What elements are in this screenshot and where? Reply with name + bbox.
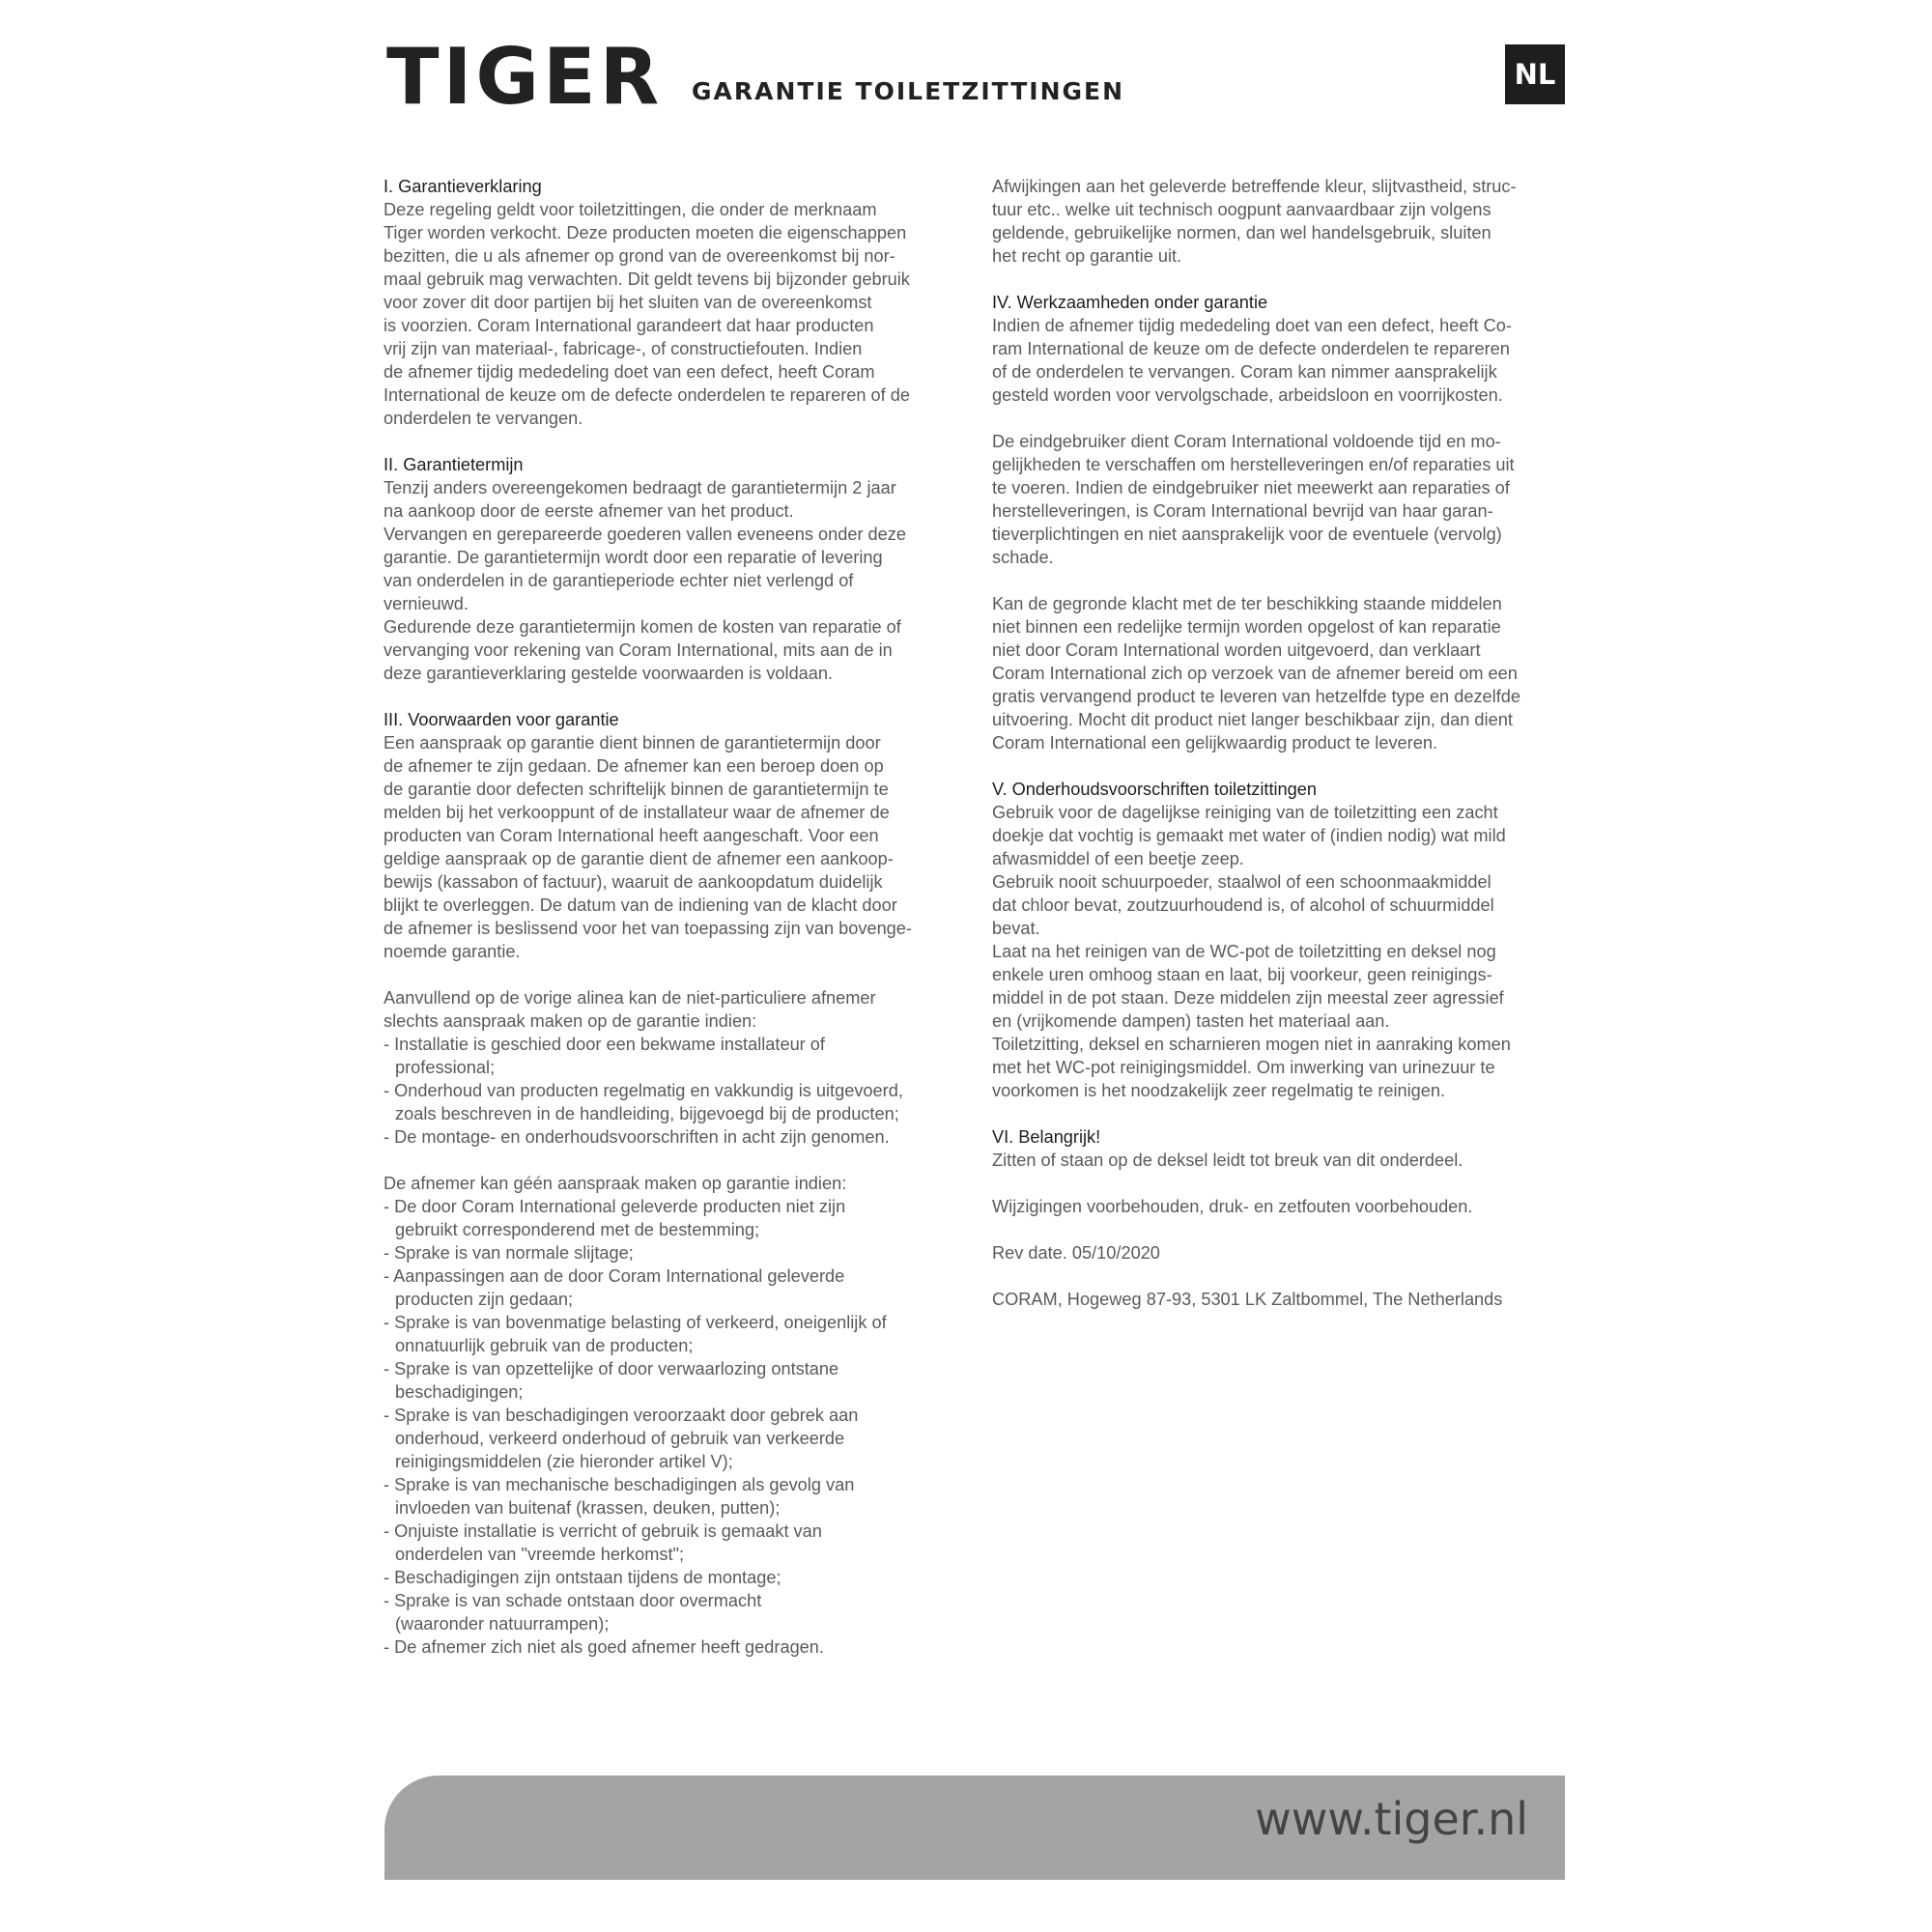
text-line: - Sprake is van beschadigingen veroorzaakt door gebrek aan	[384, 1406, 859, 1425]
text-line: afwasmiddel of een beetje zeep.	[992, 849, 1244, 868]
text-line: Deze regeling geldt voor toiletzittingen, die onder de merknaam	[384, 200, 877, 219]
paragraph	[992, 592, 1562, 754]
text-line: vernieuwd.	[384, 594, 469, 613]
text-line: Gedurende deze garantietermijn komen de kosten van reparatie of	[384, 617, 901, 637]
section	[992, 175, 1562, 268]
paragraph	[992, 430, 1562, 569]
text-line: Laat na het reinigen van de WC-pot de toiletzitting en deksel nog	[992, 942, 1496, 961]
text-line: Kan de gegronde klacht met de ter beschikking staande middelen	[992, 594, 1502, 613]
text-line: slechts aanspraak maken op de garantie indien:	[384, 1011, 757, 1031]
text-line: (waaronder natuurrampen);	[395, 1614, 610, 1634]
text-line: beschadigingen;	[395, 1382, 524, 1402]
text-line: - Beschadigingen zijn ontstaan tijdens de montage;	[384, 1568, 781, 1587]
text-line: melden bij het verkooppunt of de installateur waar de afnemer de	[384, 803, 890, 822]
text-line: doekje dat vochtig is gemaakt met water of (indien nodig) wat mild	[992, 826, 1506, 845]
text-line: uitvoering. Mocht dit product niet langer beschikbaar zijn, dan dient	[992, 710, 1513, 729]
text-line: geldige aanspraak op de garantie dient de afnemer een aankoop-	[384, 849, 894, 868]
text-line: Rev date. 05/10/2020	[992, 1243, 1160, 1263]
text-line: dat chloor bevat, zoutzuurhoudend is, of alcohol of schuurmiddel	[992, 895, 1494, 915]
paragraph	[992, 1195, 1562, 1218]
text-line: - Sprake is van opzettelijke of door verwaarlozing ontstane	[384, 1359, 839, 1378]
paragraph	[384, 476, 949, 685]
text-line: herstelleveringen, is Coram International bevrijd van haar garan-	[992, 501, 1493, 521]
text-line: onderhoud, verkeerd onderhoud of gebruik van verkeerde	[395, 1429, 845, 1448]
paragraph	[992, 1288, 1562, 1311]
section	[384, 175, 949, 430]
text-line: - De afnemer zich niet als goed afnemer heeft gedragen.	[384, 1637, 824, 1657]
text-line: noemde garantie.	[384, 942, 521, 961]
paragraph	[384, 198, 949, 430]
right-column	[992, 175, 1562, 1334]
text-line: schade.	[992, 548, 1054, 567]
text-line: International de keuze om de defecte onderdelen te repareren of de	[384, 385, 910, 405]
text-line: Tiger worden verkocht. Deze producten moeten die eigenschappen	[384, 223, 907, 242]
text-line: reinigingsmiddelen (zie hieronder artikel V);	[395, 1452, 733, 1471]
text-line: - Sprake is van mechanische beschadigingen als gevolg van	[384, 1475, 855, 1494]
text-line: - Sprake is van schade ontstaan door overmacht	[384, 1591, 762, 1610]
text-line: - De montage- en onderhoudsvoorschriften in acht zijn genomen.	[384, 1127, 890, 1147]
text-line: na aankoop door de eerste afnemer van het product.	[384, 501, 794, 521]
section	[992, 778, 1562, 1102]
text-line: producten van Coram International heeft aangeschaft. Voor een	[384, 826, 879, 845]
text-line: de afnemer is beslissend voor het van toepassing zijn van bovenge-	[384, 919, 912, 938]
text-line: bevat.	[992, 919, 1040, 938]
section-heading: I. Garantieverklaring	[384, 177, 542, 196]
paragraph	[992, 1241, 1562, 1264]
document-title: GARANTIE TOILETZITTINGEN	[692, 77, 1125, 105]
text-line: enkele uren omhoog staan en laat, bij voorkeur, geen reinigings-	[992, 965, 1492, 984]
text-line: - Sprake is van bovenmatige belasting of verkeerd, oneigenlijk of	[384, 1313, 887, 1332]
text-line: Indien de afnemer tijdig mededeling doet van een defect, heeft Co-	[992, 316, 1512, 335]
text-line: voor zover dit door partijen bij het sluiten van de overeenkomst	[384, 293, 872, 312]
text-line: Afwijkingen aan het geleverde betreffende kleur, slijtvastheid, struc-	[992, 177, 1517, 196]
language-badge: NL	[1505, 44, 1565, 104]
text-line: Tenzij anders overeengekomen bedraagt de garantietermijn 2 jaar	[384, 478, 896, 497]
section	[384, 453, 949, 685]
text-line: bezitten, die u als afnemer op grond van de overeenkomst bij nor-	[384, 246, 895, 266]
text-line: onnatuurlijk gebruik van de producten;	[395, 1336, 694, 1355]
text-line: gelijkheden te verschaffen om herstelleveringen en/of reparaties uit	[992, 455, 1515, 474]
text-line: tuur etc.. welke uit technisch oogpunt aanvaardbaar zijn volgens	[992, 200, 1492, 219]
text-line: - Sprake is van normale slijtage;	[384, 1243, 634, 1263]
text-line: - Aanpassingen aan de door Coram International geleverde	[384, 1266, 845, 1286]
text-line: met het WC-pot reinigingsmiddel. Om inwerking van urinezuur te	[992, 1058, 1495, 1077]
text-line: blijkt te overleggen. De datum van de indiening van de klacht door	[384, 895, 897, 915]
paragraph	[992, 801, 1562, 1102]
text-line: de afnemer te zijn gedaan. De afnemer kan een beroep doen op	[384, 756, 884, 776]
text-line: producten zijn gedaan;	[395, 1290, 574, 1309]
text-line: Een aanspraak op garantie dient binnen de garantietermijn door	[384, 733, 881, 753]
text-line: Wijzigingen voorbehouden, druk- en zetfouten voorbehouden.	[992, 1197, 1473, 1216]
footer-bar	[384, 1776, 1565, 1880]
text-line: CORAM, Hogeweg 87-93, 5301 LK Zaltbommel, The Netherlands	[992, 1290, 1503, 1309]
text-line: invloeden van buitenaf (krassen, deuken, putten);	[395, 1498, 781, 1518]
text-line: Toiletzitting, deksel en scharnieren mogen niet in aanraking komen	[992, 1035, 1511, 1054]
paragraph	[992, 175, 1562, 268]
text-line: - De door Coram International geleverde producten niet zijn	[384, 1197, 846, 1216]
paragraph	[384, 1172, 949, 1659]
text-line: de afnemer tijdig mededeling doet van een defect, heeft Coram	[384, 362, 875, 382]
text-line: tieverplichtingen en niet aansprakelijk voor de eventuele (vervolg)	[992, 525, 1502, 544]
text-line: Coram International een gelijkwaardig product te leveren.	[992, 733, 1438, 753]
text-line: deze garantieverklaring gestelde voorwaarden is voldaan.	[384, 664, 834, 683]
text-line: onderdelen te vervangen.	[384, 409, 583, 428]
section-heading: IV. Werkzaamheden onder garantie	[992, 293, 1268, 312]
text-line: vervanging voor rekening van Coram International, mits aan de in	[384, 640, 893, 660]
text-line: niet binnen een redelijke termijn worden opgelost of kan reparatie	[992, 617, 1501, 637]
text-line: of de onderdelen te vervangen. Coram kan nimmer aansprakelijk	[992, 362, 1497, 382]
text-line: gratis vervangend product te leveren van hetzelfde type en dezelfde	[992, 687, 1520, 706]
text-line: gesteld worden voor vervolgschade, arbeidsloon en voorrijkosten.	[992, 385, 1503, 405]
section	[992, 291, 1562, 754]
text-line: - Onjuiste installatie is verricht of gebruik is gemaakt van	[384, 1521, 822, 1541]
paragraph	[992, 314, 1562, 407]
text-line: vrij zijn van materiaal-, fabricage-, of constructiefouten. Indien	[384, 339, 863, 358]
text-line: gebruikt corresponderend met de bestemming;	[395, 1220, 760, 1239]
text-line: De eindgebruiker dient Coram International voldoende tijd en mo-	[992, 432, 1501, 451]
text-line: ram International de keuze om de defecte onderdelen te repareren	[992, 339, 1510, 358]
section	[384, 708, 949, 1659]
text-line: het recht op garantie uit.	[992, 246, 1182, 266]
text-line: geldende, gebruikelijke normen, dan wel handelsgebruik, sluiten	[992, 223, 1492, 242]
text-line: - Onderhoud van producten regelmatig en vakkundig is uitgevoerd,	[384, 1081, 903, 1100]
text-line: bewijs (kassabon of factuur), waaruit de aankoopdatum duidelijk	[384, 872, 883, 892]
text-line: Aanvullend op de vorige alinea kan de niet-particuliere afnemer	[384, 988, 876, 1008]
text-line: van onderdelen in de garantieperiode echter niet verlengd of	[384, 571, 854, 590]
section	[992, 1125, 1562, 1311]
text-line: de garantie door defecten schriftelijk binnen de garantietermijn te	[384, 780, 889, 799]
text-line: zoals beschreven in de handleiding, bijgevoegd bij de producten;	[395, 1104, 899, 1123]
text-line: Vervangen en gerepareerde goederen vallen eveneens onder deze	[384, 525, 906, 544]
paragraph	[384, 731, 949, 963]
text-line: voorkomen is het noodzakelijk zeer regelmatig te reinigen.	[992, 1081, 1446, 1100]
website-url: www.tiger.nl	[1255, 1793, 1528, 1845]
text-line: maal gebruik mag verwachten. Dit geldt tevens bij bijzonder gebruik	[384, 270, 910, 289]
text-line: en (vrijkomende dampen) tasten het materiaal aan.	[992, 1011, 1390, 1031]
paragraph	[384, 986, 949, 1149]
text-line: Zitten of staan op de deksel leidt tot breuk van dit onderdeel.	[992, 1151, 1463, 1170]
text-line: niet door Coram International worden uitgevoerd, dan verklaart	[992, 640, 1481, 660]
brand-logo: TIGER	[386, 32, 664, 122]
text-line: middel in de pot staan. Deze middelen zijn meestal zeer agressief	[992, 988, 1504, 1008]
text-line: - Installatie is geschied door een bekwame installateur of	[384, 1035, 825, 1054]
text-line: Gebruik nooit schuurpoeder, staalwol of een schoonmaakmiddel	[992, 872, 1492, 892]
text-line: garantie. De garantietermijn wordt door een reparatie of levering	[384, 548, 883, 567]
section-heading: II. Garantietermijn	[384, 455, 524, 474]
text-line: professional;	[395, 1058, 496, 1077]
text-line: onderdelen van "vreemde herkomst";	[395, 1545, 685, 1564]
text-line: De afnemer kan géén aanspraak maken op garantie indien:	[384, 1174, 847, 1193]
text-line: Coram International zich op verzoek van de afnemer bereid om een	[992, 664, 1518, 683]
section-heading: III. Voorwaarden voor garantie	[384, 710, 619, 729]
text-line: is voorzien. Coram International garandeert dat haar producten	[384, 316, 874, 335]
text-line: te voeren. Indien de eindgebruiker niet meewerkt aan reparaties of	[992, 478, 1510, 497]
paragraph	[992, 1149, 1562, 1172]
left-column	[384, 175, 949, 1682]
section-heading: VI. Belangrijk!	[992, 1127, 1101, 1147]
section-heading: V. Onderhoudsvoorschriften toiletzittingen	[992, 780, 1317, 799]
text-line: Gebruik voor de dagelijkse reiniging van de toiletzitting een zacht	[992, 803, 1498, 822]
